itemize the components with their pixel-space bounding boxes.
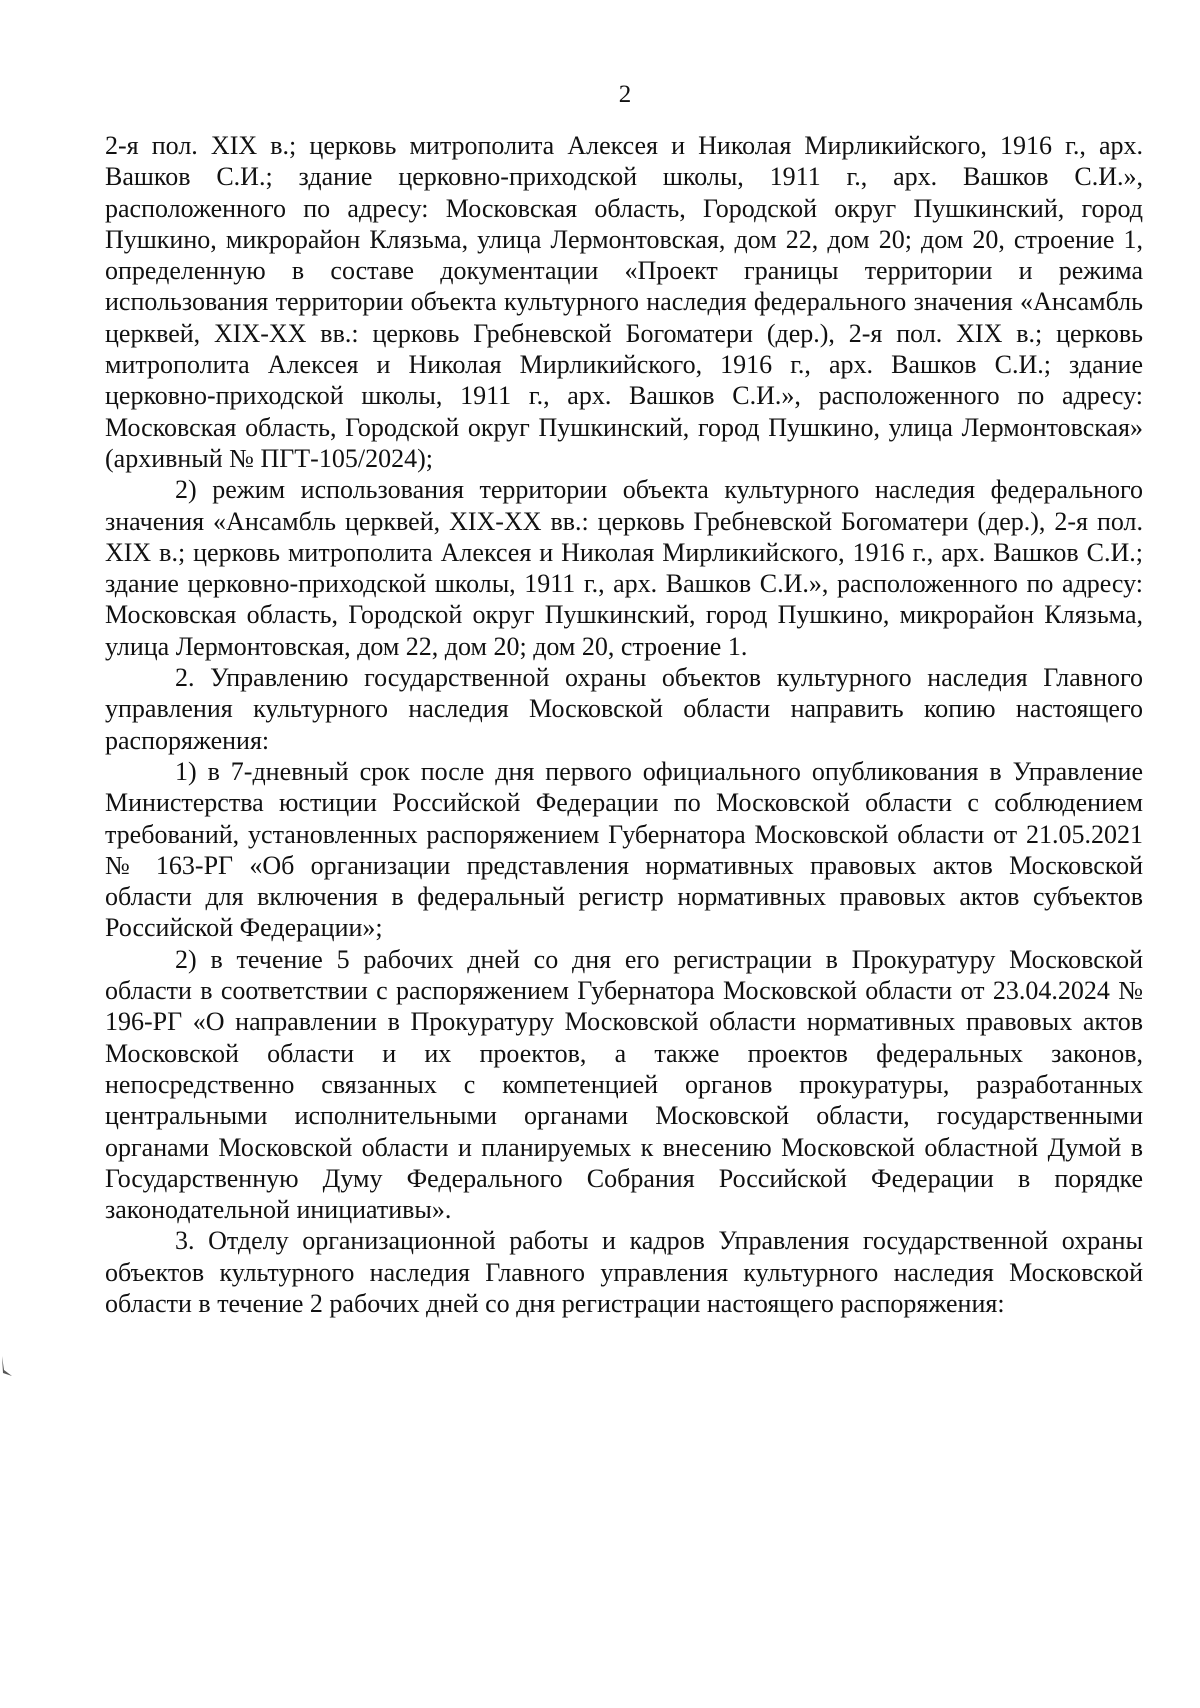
paragraph-item-2-prosecutor: 2) в течение 5 рабочих дней со дня его регистрации в Прокуратуру Московской области в соответствии с распоряжением Губернатора Московской области от 23.04.2024 № 196-РГ «О направлении в Прокуратуру Московской области нормативных правовых актов Московской области и их проектов, а также проектов федеральных законов, непосредственно связанных с компетенцией органов прокуратуры, разработанных центральными исполнительными органами Московской области, государственными органами Московской области и планируемых к внесению Московской областной Думой в Государственную Думу Федерального Собрания Российской Федерации в порядке законодательной инициативы». (105, 944, 1143, 1225)
paragraph-continuation: 2-я пол. XIX в.; церковь митрополита Алексея и Николая Мирликийского, 1916 г., арх. Вашков С.И.; здание церковно-приходской школы, 1911 г., арх. Вашков С.И.», расположенного по адресу: Московская область, Городской округ Пушкинский, город Пушкино, микрорайон Клязьма, улица Лермонтовская, дом 22, дом 20; дом 20, строение 1, определенную в составе документации «Проект границы территории и режима использования территории объекта культурного наследия федерального значения «Ансамбль церквей, XIX-XX вв.: церковь Гребневской Богоматери (дер.), 2-я пол. XIX в.; церковь митрополита Алексея и Николая Мирликийского, 1916 г., арх. Вашков С.И.; здание церковно-приходской школы, 1911 г., арх. Вашков С.И.», расположенного по адресу: Московская область, Городской округ Пушкинский, город Пушкино, улица Лермонтовская» (архивный № ПГТ-105/2024); (105, 131, 1143, 473)
scan-margin-mark (0, 1356, 14, 1378)
paragraph-section-3: 3. Отделу организационной работы и кадров Управления государственной охраны объектов культурного наследия Главного управления культурного наследия Московской области в течение 2 рабочих дней со дня регистрации настоящего распоряжения: (105, 1226, 1143, 1318)
page-number: 2 (618, 81, 632, 108)
paragraph-item-1-justice: 1) в 7-дневный срок после дня первого официального опубликования в Управление Министерства юстиции Российской Федерации по Московской области с соблюдением требований, установленных распоряжением Губернатора Московской области от 21.05.2021 № 163-РГ «Об организации представления нормативных правовых актов Московской области для включения в федеральный регистр нормативных правовых актов субъектов Российской Федерации»; (105, 756, 1143, 943)
paragraph-item-2-regime: 2) режим использования территории объекта культурного наследия федерального значения «Ансамбль церквей, XIX-XX вв.: церковь Гребневской Богоматери (дер.), 2-я пол. XIX в.; церковь митрополита Алексея и Николая Мирликийского, 1916 г., арх. Вашков С.И.; здание церковно-приходской школы, 1911 г., арх. Вашков С.И.», расположенного по адресу: Московская область, Городской округ Пушкинский, город Пушкино, микрорайон Клязьма, улица Лермонтовская, дом 22, дом 20; дом 20, строение 1. (105, 475, 1143, 661)
paragraph-section-2: 2. Управлению государственной охраны объектов культурного наследия Главного управления культурного наследия Московской области направить копию настоящего распоряжения: (105, 663, 1143, 755)
document-body (105, 130, 1143, 1319)
